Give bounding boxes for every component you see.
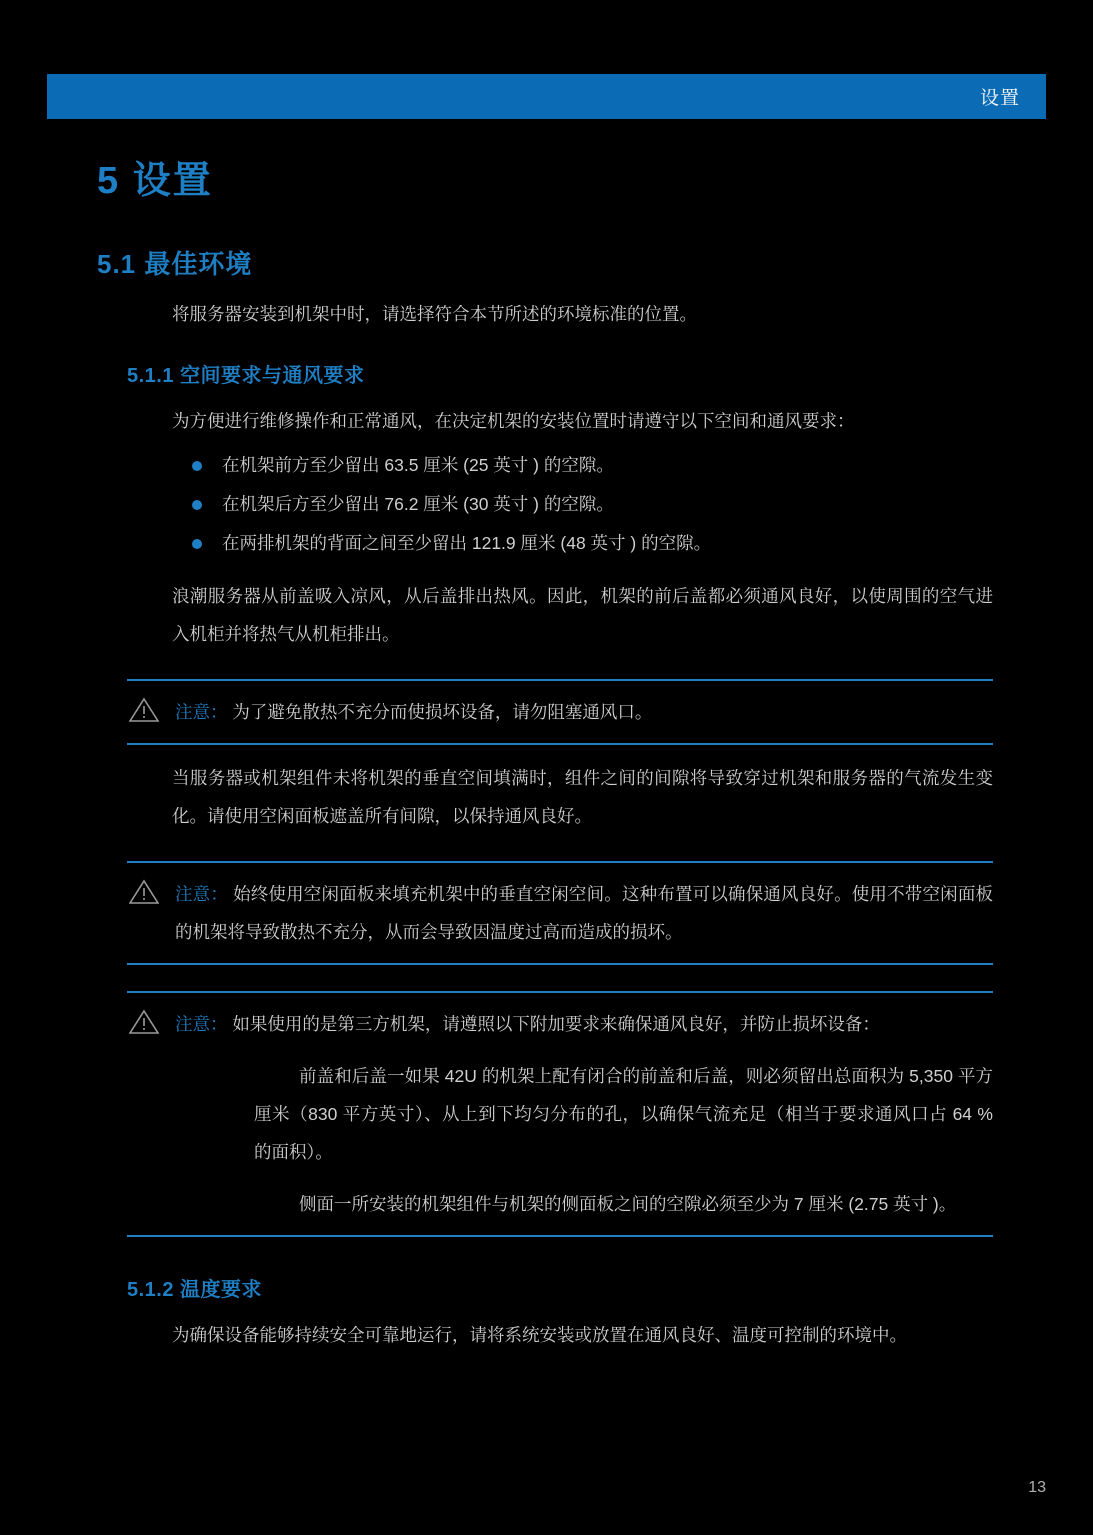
page-header-bar	[47, 74, 1046, 119]
note-text: 如果使用的是第三方机架，请遵照以下附加要求来确保通风良好，并防止损坏设备：	[232, 1014, 880, 1034]
warning-triangle-icon	[129, 697, 159, 723]
section-5-1-intro: 将服务器安装到机架中时，请选择符合本节所述的环境标准的位置。	[172, 304, 697, 324]
list-item-label: 在机架后方至少留出 76.2 厘米 (30 英寸 ) 的空隙。	[222, 494, 614, 514]
note-block-3	[127, 991, 993, 1237]
list-item	[222, 446, 993, 485]
section-5-1-1-paragraph-1: 为方便进行维修操作和正常通风，在决定机架的安装位置时请遵守以下空间和通风要求：	[172, 411, 855, 431]
bullet-dot-icon	[192, 539, 202, 549]
clearance-requirements-list	[0, 446, 1093, 563]
warning-triangle-icon	[129, 879, 159, 905]
note-body	[127, 1005, 993, 1043]
section-5-1-1-paragraph-3: 当服务器或机架组件未将机架的垂直空间填满时，组件之间的间隙将导致穿过机架和服务器的气流发生变化。请使用空闲面板遮盖所有间隙，以保持通风良好。	[172, 768, 993, 826]
note-label: 注意：	[175, 884, 229, 904]
warning-triangle-icon	[129, 1009, 159, 1035]
note-label: 注意：	[175, 702, 228, 722]
section-heading-5-1-2: 5.1.2 温度要求	[127, 1279, 263, 1301]
section-heading-5-1-1: 5.1.1 空间要求与通风要求	[127, 365, 365, 387]
section-5-1-2-paragraph-1: 为确保设备能够持续安全可靠地运行，请将系统安装或放置在通风良好、温度可控制的环境中。	[172, 1325, 907, 1345]
note-block-1	[127, 679, 993, 745]
note-body	[127, 693, 993, 731]
note-label: 注意：	[175, 1014, 228, 1034]
page-number: 13	[1028, 1479, 1046, 1496]
bullet-dot-icon	[192, 500, 202, 510]
note-3-paragraph-1: 前盖和后盖一如果 42U 的机架上配有闭合的前盖和后盖，则必须留出总面积为 5,350 平方厘米（830 平方英寸）、从上到下均匀分布的孔，以确保气流充足（相当于要求通风口占 64 % 的面积）。	[254, 1066, 993, 1162]
section-heading-5-1: 5.1 最佳环境	[97, 249, 253, 279]
list-item-label: 在机架前方至少留出 63.5 厘米 (25 英寸 ) 的空隙。	[222, 455, 614, 475]
section-5-1-1-paragraph-2: 浪潮服务器从前盖吸入凉风，从后盖排出热风。因此，机架的前后盖都必须通风良好，以使周围的空气进入机柜并将热气从机柜排出。	[172, 586, 993, 644]
page-content	[0, 119, 1093, 1354]
list-item	[222, 485, 993, 524]
note-body	[127, 875, 993, 951]
note-block-2	[127, 861, 993, 965]
note-text: 为了避免散热不充分而使损坏设备，请勿阻塞通风口。	[232, 702, 653, 722]
header-title: 设置	[979, 88, 1020, 109]
bullet-dot-icon	[192, 461, 202, 471]
list-item	[222, 524, 993, 563]
list-item-label: 在两排机架的背面之间至少留出 121.9 厘米 (48 英寸 ) 的空隙。	[222, 533, 712, 553]
page-title: 5 设置	[97, 160, 213, 202]
note-3-paragraph-2: 侧面一所安装的机架组件与机架的侧面板之间的空隙必须至少为 7 厘米 (2.75 英寸 )。	[299, 1194, 957, 1214]
note-text: 始终使用空闲面板来填充机架中的垂直空闲空间。这种布置可以确保通风良好。使用不带空闲面板的机架将导致散热不充分，从而会导致因温度过高而造成的损坏。	[175, 884, 993, 942]
